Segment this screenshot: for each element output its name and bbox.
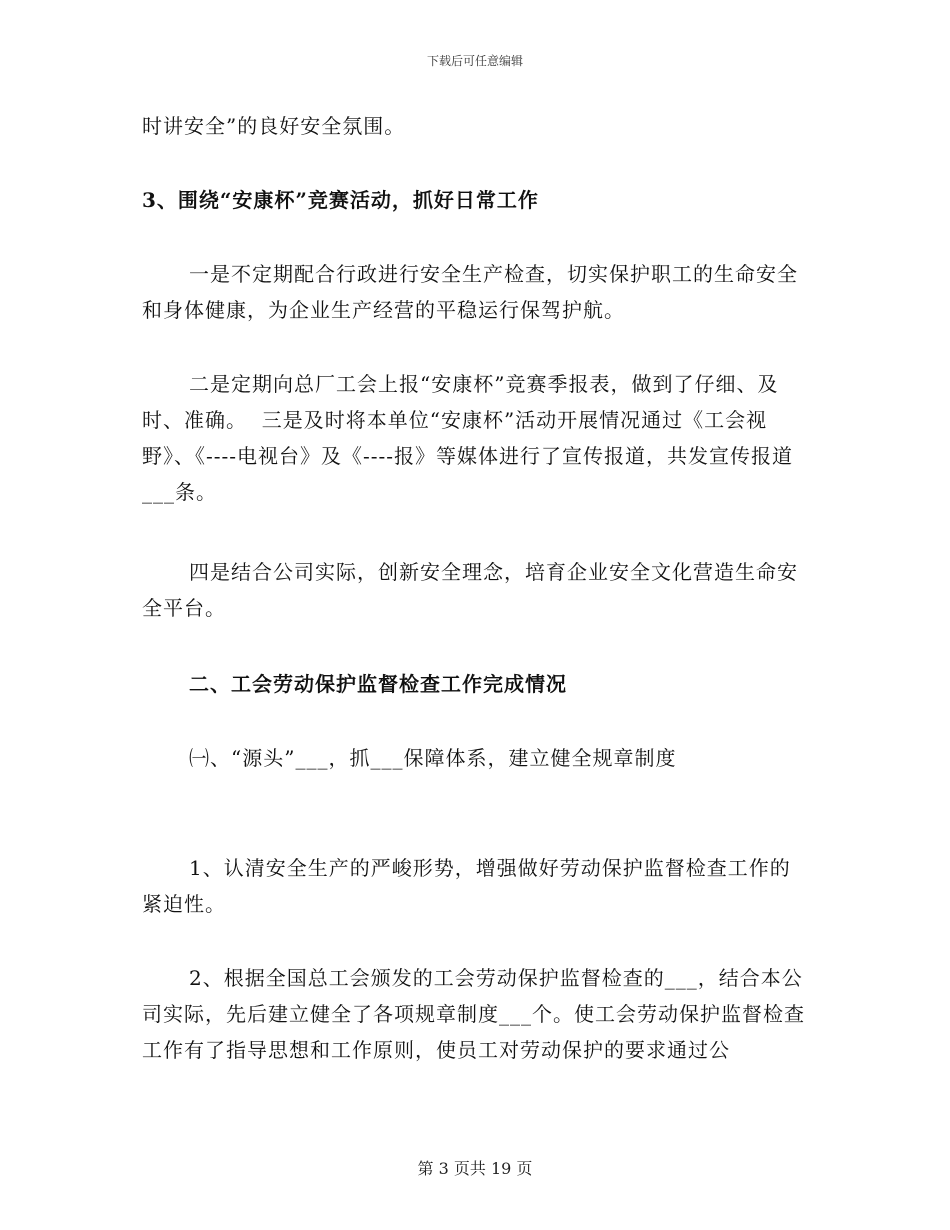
section-heading-2: 二、工会劳动保护监督检查工作完成情况: [189, 672, 567, 696]
paragraph-item-4: 四是结合公司实际，创新安全理念，培育企业安全文化营造生命安全平台。: [142, 560, 798, 620]
paragraph-point-1: 1、认清安全生产的严峻形势，增强做好劳动保护监督检查工作的紧迫性。: [142, 856, 791, 916]
page-header-note: 下载后可任意编辑: [426, 54, 523, 68]
page-number: 第 3 页共 19 页: [417, 1159, 533, 1178]
paragraph-item-2-3: 二是定期向总厂工会上报“安康杯”竞赛季报表，做到了仔细、及时、准确。 三是及时将本单位“安康杯”活动开展情况通过《工会视野》、《----电视台》及《----报》等媒体进行了宣传报道，共发宣传报道___条。: [142, 372, 794, 504]
paragraph-continuation: 时讲安全”的良好安全氛围。: [142, 114, 406, 138]
subsection-heading-1: ㈠、“源头”___，抓___保障体系，建立健全规章制度: [189, 746, 677, 770]
paragraph-item-1: 一是不定期配合行政进行安全生产检查，切实保护职工的生命安全和身体健康，为企业生产经营的平稳运行保驾护航。: [142, 262, 798, 322]
section-heading-3: 3、围绕“安康杯”竞赛活动，抓好日常工作: [142, 188, 539, 212]
paragraph-point-2: 2、根据全国总工会颁发的工会劳动保护监督检查的___，结合本公司实际，先后建立健全了各项规章制度___个。使工会劳动保护监督检查工作有了指导思想和工作原则，使员工对劳动保护的要求通过公: [142, 966, 805, 1062]
